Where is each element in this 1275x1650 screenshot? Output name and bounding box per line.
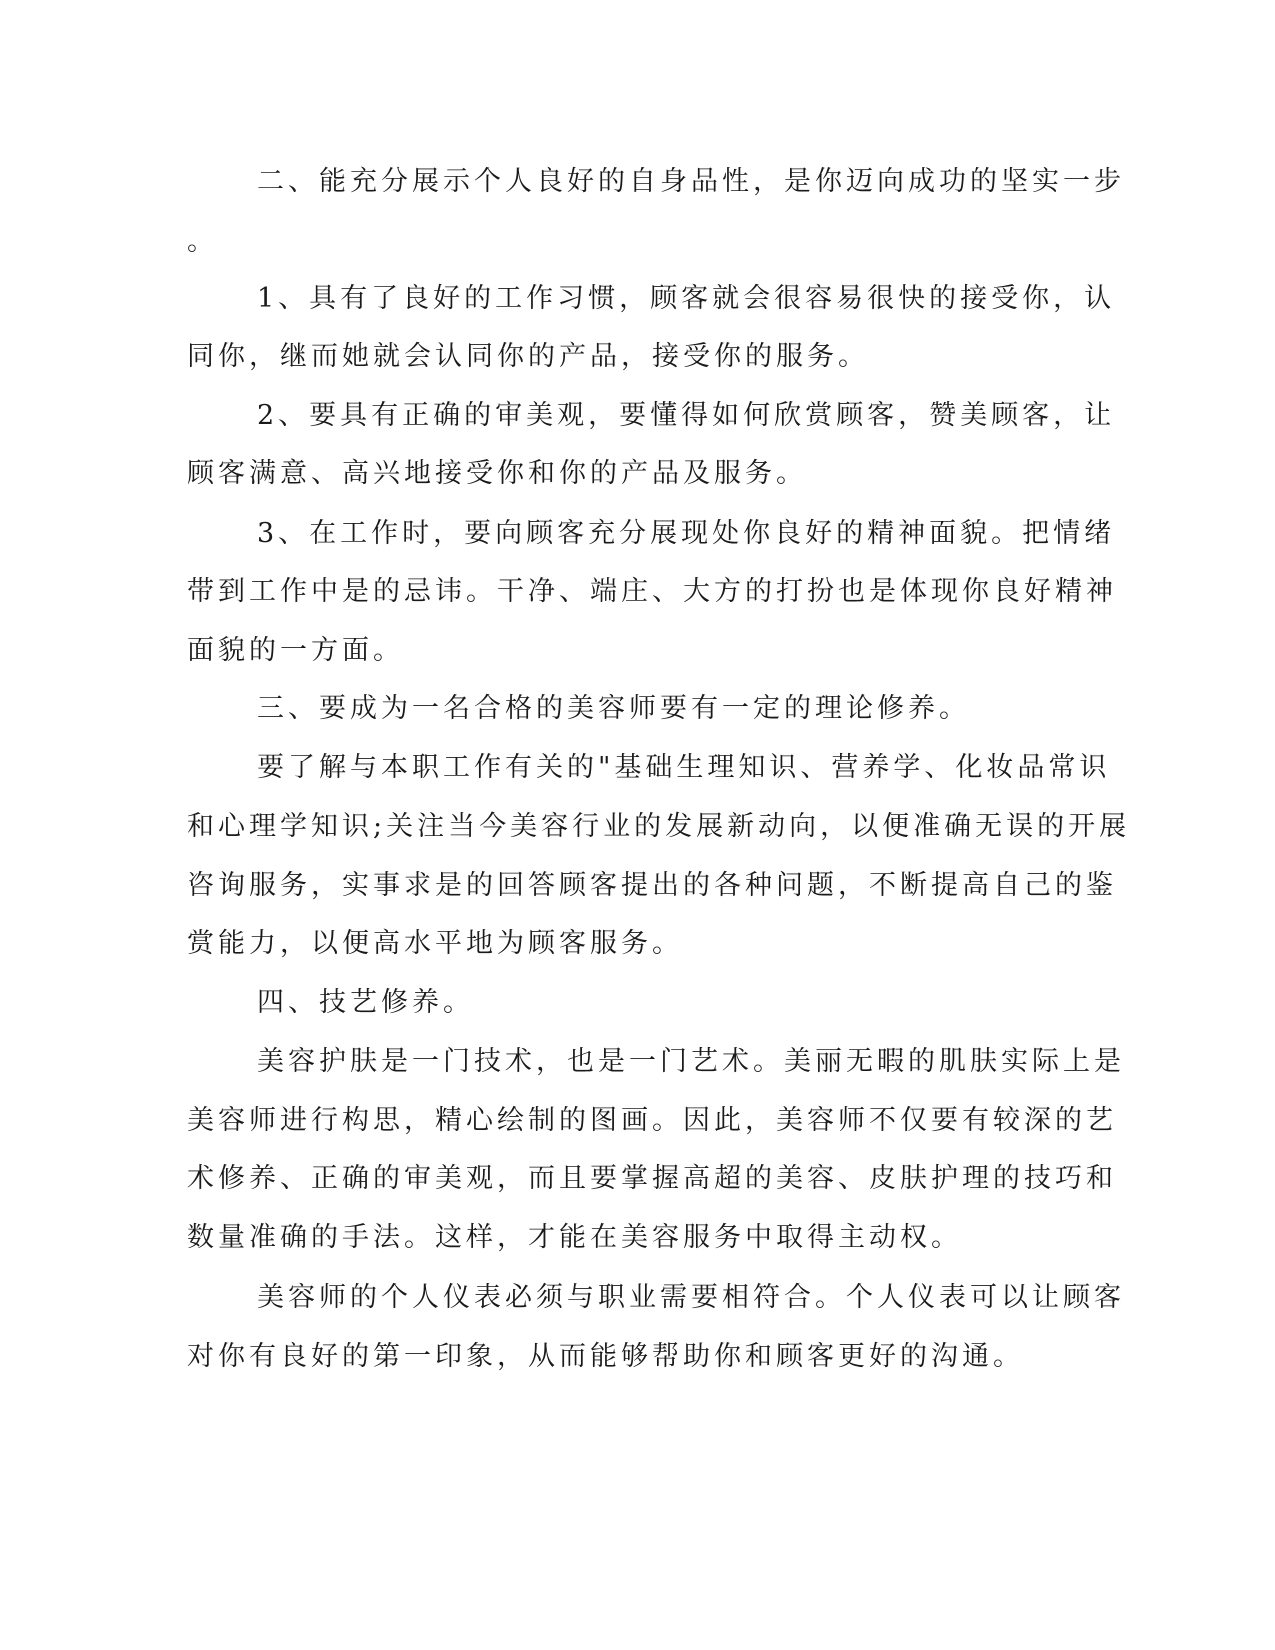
item-3-line-3: 面貌的一方面。 xyxy=(187,635,404,666)
item-2-line-1: 2、要具有正确的审美观，要懂得如何欣赏顾客，赞美顾客，让 xyxy=(257,400,1116,431)
para-appearance-line-1: 美容师的个人仪表必须与职业需要相符合。个人仪表可以让顾客 xyxy=(257,1282,1125,1313)
para-theory-line-3: 咨询服务，实事求是的回答顾客提出的各种问题，不断提高自己的鉴 xyxy=(187,870,1117,901)
section-heading-4: 四、技艺修养。 xyxy=(257,987,474,1018)
para-skill-line-3: 术修养、正确的审美观，而且要掌握高超的美容、皮肤护理的技巧和 xyxy=(187,1163,1117,1194)
item-3-line-2: 带到工作中是的忌讳。干净、端庄、大方的打扮也是体现你良好精神 xyxy=(187,576,1117,607)
para-theory-line-1: 要了解与本职工作有关的"基础生理知识、营养学、化妆品常识 xyxy=(257,752,1111,783)
para-theory-line-4: 赏能力，以便高水平地为顾客服务。 xyxy=(187,928,683,959)
section-heading-2-cont: 。 xyxy=(187,226,218,257)
item-3-line-1: 3、在工作时，要向顾客充分展现处你良好的精神面貌。把情绪 xyxy=(257,518,1116,549)
item-2-line-2: 顾客满意、高兴地接受你和你的产品及服务。 xyxy=(187,458,807,489)
item-1-line-2: 同你，继而她就会认同你的产品，接受你的服务。 xyxy=(187,341,869,372)
para-skill-line-1: 美容护肤是一门技术，也是一门艺术。美丽无暇的肌肤实际上是 xyxy=(257,1046,1125,1077)
para-skill-line-2: 美容师进行构思，精心绘制的图画。因此，美容师不仅要有较深的艺 xyxy=(187,1105,1117,1136)
para-theory-line-2: 和心理学知识;关注当今美容行业的发展新动向，以便准确无误的开展 xyxy=(187,811,1131,842)
item-1-line-1: 1、具有了良好的工作习惯，顾客就会很容易很快的接受你，认 xyxy=(257,283,1116,314)
para-appearance-line-2: 对你有良好的第一印象，从而能够帮助你和顾客更好的沟通。 xyxy=(187,1341,1024,1372)
section-heading-3: 三、要成为一名合格的美容师要有一定的理论修养。 xyxy=(257,693,970,724)
para-skill-line-4: 数量准确的手法。这样，才能在美容服务中取得主动权。 xyxy=(187,1222,962,1253)
section-heading-2: 二、能充分展示个人良好的自身品性，是你迈向成功的坚实一步 xyxy=(257,166,1125,197)
